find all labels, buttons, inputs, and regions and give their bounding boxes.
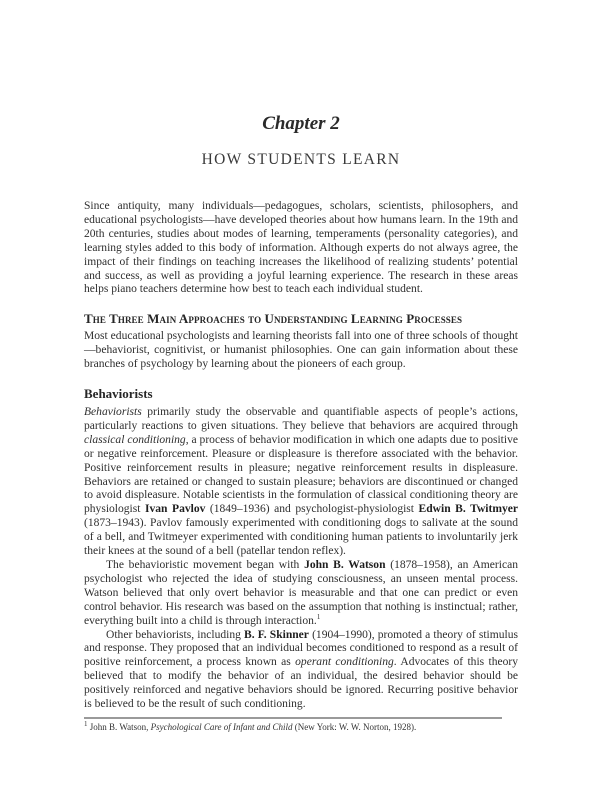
behaviorists-body [84,406,518,712]
text-run: . Advocates of this theory believed that to modify the behavior of an individual, the desired behavior should be positively reinforced and negative behaviors should be ignored. Recurring positive behavior is believed to be the result of such conditioning. [84,656,518,711]
footnote-divider [84,717,502,719]
chapter-label: Chapter 2 [262,113,340,134]
footnote-reference[interactable]: 1 [316,612,321,621]
intro-paragraph: Since antiquity, many individuals—pedagogues, scholars, scientists, philosophers, and educational psychologists—have developed theories about how humans learn. In the 19th and 20th centuries, studies about modes of learning, temperaments (personality categories), and learning styles added to this body of information. Although experts do not always agree, the impact of their findings on teaching increases the likelihood of realizing students’ potential and success, as well as providing a joyful learning experience. The research in these areas helps piano teachers determine how best to teach each individual student. [84,200,518,296]
footnote-title: Psychological Care of Infant and Child [150,722,293,732]
subsection-heading: Behaviorists [84,386,153,401]
text-run: , a process of behavior modification in which one adapts due to positive or negative reinforcement. Pleasure or displeasure is therefore associated with the behavior. Positive reinforcement results in pleasure; negative reinforcement results in displeasure. Behaviors are retained or changed to sustain pleasure; behaviors are discontinued or changed to avoid displeasure. Notable scientists in the formulation of classical conditioning theory are physiologist [84,433,518,516]
term-behaviorists: Behaviorists [84,406,142,418]
name-skinner: B. F. Skinner [244,628,309,641]
behaviorists-paragraph-1 [84,406,518,559]
text-run: Other behaviorists, including [106,628,245,641]
term-operant-conditioning: operant conditioning [295,656,394,669]
text-run: (1849–1936) and psychologist-physiologist [205,503,419,516]
term-classical-conditioning: classical conditioning [84,433,186,446]
footnote [84,722,518,732]
section-paragraph: Most educational psychologists and learning theorists fall into one of three schools of thought—behaviorist, cognitivist, or humanist philosophies. One can gain information about these branches of psychology by learning about the pioneers of each group. [84,330,518,370]
behaviorists-paragraph-2 [84,559,518,629]
text-run: (1904–1990), promoted a theory of stimulus and response. They proposed that an individual becomes conditioned to respond as a result of positive reinforcement, a process known as [84,628,518,669]
text-run: The behavioristic movement began with [106,558,305,571]
section-heading: The Three Main Approaches to Understanding Learning Processes [84,311,463,326]
name-watson: John B. Watson [304,558,386,571]
name-twitmyer: Edwin B. Twitmyer [418,503,518,516]
name-pavlov: Ivan Pavlov [145,503,206,516]
footnote-author: John B. Watson, [87,722,151,732]
text-run: primarily study the observable and quantifiable aspects of people’s actions, particularly reactions to given situations. They believe that behaviors are acquired through [84,406,518,432]
text-run: (1878–1958), an American psychologist who rejected the idea of studying consciousness, an unseen mental process. Watson believed that only overt behavior is measurable and that one can predict or even control behavior. His research was based on the assumption that nothing is instinctual; rather, everything built into a child is through interaction. [84,558,518,627]
chapter-title: HOW STUDENTS LEARN [201,151,401,168]
footnote-publication: (New York: W. W. Norton, 1928). [292,722,417,732]
behaviorists-paragraph-3 [84,629,518,712]
footnote-number: 1 [84,720,88,728]
text-run: (1873–1943). Pavlov famously experimented with conditioning dogs to salivate at the sound of a bell, and Twitmeyer experimented with conditioning human patients to involuntarily jerk their knees at the sound of a bell (patellar tendon reflex). [84,517,518,558]
